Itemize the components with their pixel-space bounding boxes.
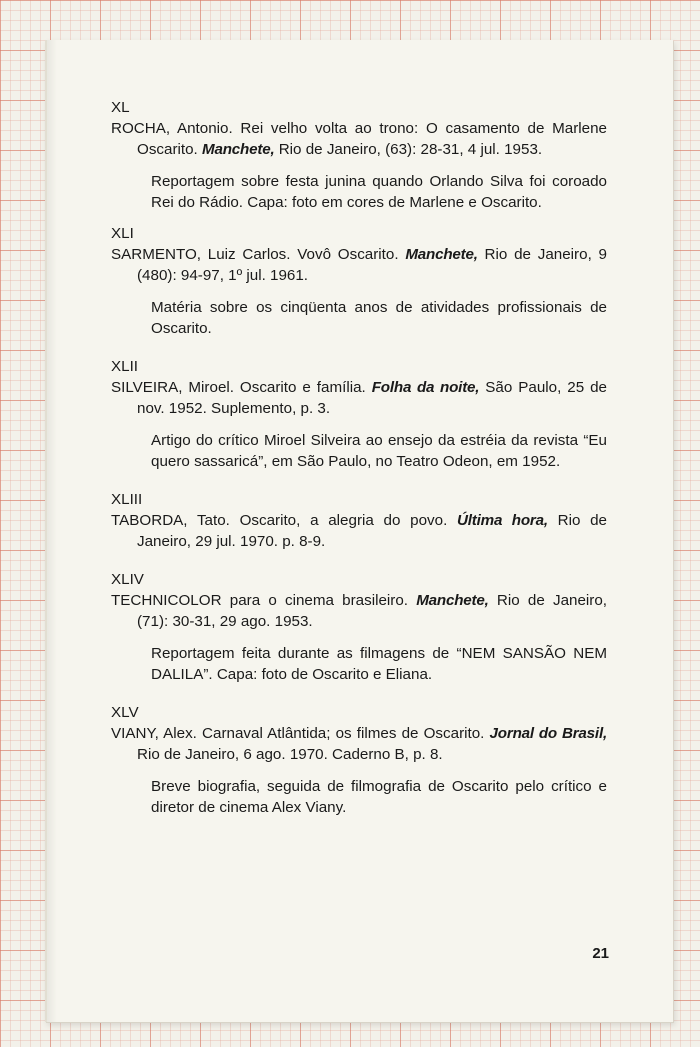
entry-numeral: XLI xyxy=(111,225,134,242)
periodical-title: Folha da noite, xyxy=(371,379,480,396)
entry-annotation: Matéria sobre os cinqüenta anos de atividades profissionais de Oscarito. xyxy=(151,299,607,337)
citation-details: São Paulo, 25 de nov. 1952. Suplemento, p. 3. xyxy=(137,379,607,417)
entry-annotation: Reportagem feita durante as filmagens de “NEM SANSÃO NEM DALILA”. Capa: foto de Oscarito e Eliana. xyxy=(151,645,607,683)
entry-numeral: XLIV xyxy=(111,571,144,588)
citation-text: ROCHA, Antonio. Rei velho volta ao trono: O casamento de Marlene Oscarito. xyxy=(111,120,607,158)
citation-details: Rio de Janeiro, 9 (480): 94-97, 1º jul. 1961. xyxy=(137,246,607,284)
entry-numeral: XL xyxy=(111,99,130,116)
entry-citation xyxy=(111,510,607,552)
entry-annotation: Breve biografia, seguida de filmografia de Oscarito pelo crítico e diretor de cinema Alex Viany. xyxy=(151,778,607,816)
citation-text: VIANY, Alex. Carnaval Atlântida; os filmes de Oscarito. xyxy=(111,725,490,742)
bibliography-list xyxy=(111,97,607,818)
bibliography-entry xyxy=(111,356,607,472)
periodical-title: Manchete, xyxy=(202,141,275,158)
entry-citation xyxy=(111,723,607,765)
page-fold-shadow xyxy=(47,40,57,1022)
bibliography-entry xyxy=(111,702,607,818)
entry-annotation: Artigo do crítico Miroel Silveira ao ensejo da estréia da revista “Eu quero sassaricá”, em São Paulo, no Teatro Odeon, em 1952. xyxy=(151,432,607,470)
bibliography-entry xyxy=(111,223,607,339)
entry-citation xyxy=(111,118,607,160)
entry-numeral: XLIII xyxy=(111,491,143,508)
entry-citation xyxy=(111,377,607,419)
document-page xyxy=(45,40,673,1022)
citation-text: SILVEIRA, Miroel. Oscarito e família. xyxy=(111,379,372,396)
periodical-title: Última hora, xyxy=(457,512,548,529)
citation-details: Rio de Janeiro, 29 jul. 1970. p. 8-9. xyxy=(137,512,608,550)
citation-text: TABORDA, Tato. Oscarito, a alegria do povo. xyxy=(111,512,458,529)
citation-details: Rio de Janeiro, (71): 30-31, 29 ago. 1953. xyxy=(137,592,608,630)
entry-annotation: Reportagem sobre festa junina quando Orlando Silva foi coroado Rei do Rádio. Capa: foto em cores de Marlene e Oscarito. xyxy=(151,173,607,211)
periodical-title: Manchete, xyxy=(405,246,478,263)
periodical-title: Jornal do Brasil, xyxy=(489,725,607,742)
periodical-title: Manchete, xyxy=(416,592,489,609)
citation-text: TECHNICOLOR para o cinema brasileiro. xyxy=(111,592,417,609)
bibliography-entry xyxy=(111,489,607,552)
entry-numeral: XLII xyxy=(111,358,139,375)
entry-citation xyxy=(111,590,607,632)
bibliography-entry xyxy=(111,569,607,685)
citation-details: Rio de Janeiro, (63): 28-31, 4 jul. 1953. xyxy=(274,141,543,158)
bibliography-entry xyxy=(111,97,607,213)
page-number: 21 xyxy=(592,945,609,962)
entry-numeral: XLV xyxy=(111,704,139,721)
citation-details: Rio de Janeiro, 6 ago. 1970. Caderno B, p. 8. xyxy=(137,746,443,763)
entry-citation xyxy=(111,244,607,286)
citation-text: SARMENTO, Luiz Carlos. Vovô Oscarito. xyxy=(111,246,406,263)
